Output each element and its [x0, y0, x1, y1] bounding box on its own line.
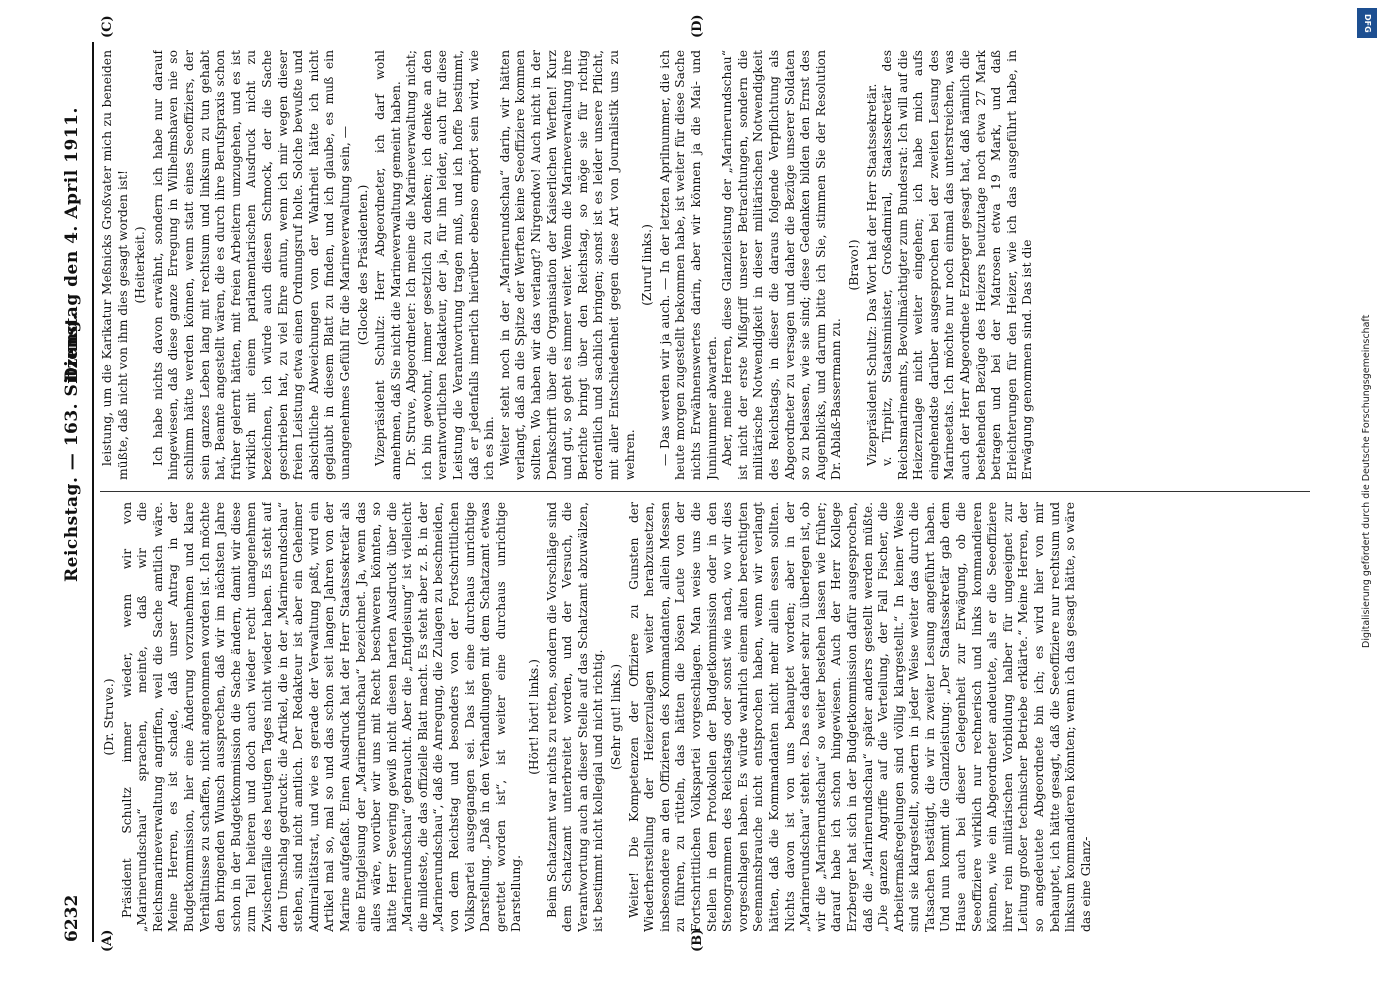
interjection: (Zuruf links.) — [640, 224, 655, 306]
paragraph: Vizepräsident Schultz: Herr Abgeordneter, ich darf wohl annehmen, daß Sie nicht die Marineverwaltung gemeint haben. — [373, 50, 403, 480]
dfg-logo: DFG — [1357, 8, 1377, 38]
interjection: (Glocke des Präsidenten.) — [355, 184, 370, 346]
digitization-notice: Digitalisierung gefördert durch die Deutsche Forschungsgemeinschaft — [1361, 314, 1372, 648]
paragraph: Beim Schatzamt war nichts zu retten, sondern die Vorschläge sind dem Schatzamt unterbreitet worden, und der Versuch, die Verantwortung auch an dieser Stelle auf das Schatzamt abzuwälzen, ist bestimmt nicht kollegial und nicht richtig. — [544, 502, 606, 932]
text-column-left — [100, 502, 1310, 932]
header-left-title: Reichstag. — 163. Sitzung. — [62, 313, 82, 582]
paragraph: Ich habe nichts davon erwähnt, sondern ich habe nur darauf hingewiesen, daß diese ganze Erregung in Wilhelmshaven nie so schlimm hätte werden können, wenn statt eines Seeoffiziers, der sein ganzes Leben lang mit rechtsum und linksum zu tun gehabt hat, Beamte angestellt wären, die es durch ihre Berufspraxis schon früher gelernt hätten, mit freien Arbeitern umzugehen, und es ist wirklich mit einem parlamentarischen Ausdruck nicht zu bezeichnen, ich würde auch diesen Schmock, der die Sache geschrieben hat, zu viel Ehre antun, wenn ich mir wegen dieser freien Leistung etwa einen Ordnungsruf holte. Solche bewußte und absichtliche Abweichungen von der Wahrheit hätte ich nicht geglaubt in diesem Blatt zu finden, und ich glaube, es muß ein unangenehmes Gefühl für die Marineverwaltung sein, — — [150, 50, 352, 480]
page-number: 6232 — [62, 894, 82, 942]
paragraph: leistung, um die Karikatur Meßnicks Großvater mich zu beneiden müßte, daß nicht von ihm dies gesagt worden ist! — [100, 50, 130, 480]
header-rule — [92, 42, 94, 942]
text-column-right — [100, 50, 1310, 480]
column-divider — [100, 491, 1310, 492]
margin-mark-c: (C) — [100, 15, 115, 38]
paragraph: Dr. Struve, Abgeordneter: Ich meine die Marineverwaltung nicht; ich bin gewohnt, immer gesetzlich zu denken; ich denke an den verantwortlichen Redakteur, der ja, für ihn leider, auch für diese Leistung die Verantwortung tragen muß, und ich hoffe bestimmt, daß er jedenfalls innerlich hierüber ebenso empört sein wird, wie ich es bin. — [404, 50, 497, 480]
interjection: (Bravo!) — [846, 239, 861, 291]
paragraph: Aber, meine Herren, diese Glanzleistung der „Marinerundschau“ ist nicht der erste Mißgriff unserer Betrachtungen, sondern die militärische Notwendigkeit in dieser militärischen Notwendigkeit des Reichstags, in dieser die daraus folgende Verpflichtung als Abgeordneter zu versagen und daher die Bezüge unserer Soldaten so zu belassen, wie sie sind; diese Gedanken bilden den Ernst des Augenblicks, und darum bitte ich Sie, stimmen Sie der Resolution Dr. Ablaß-Bassermann zu. — [720, 50, 844, 480]
paragraph: Präsident Schultz immer wieder, wenn wir von „Marinerundschau“ sprachen, meinte, daß wir die Reichsmarineverwaltung angriffen, weil die Sache amtlich wäre. Meine Herren, es ist schade, daß unser Antrag in der Budgetkommission, hier eine Änderung vorzunehmen und klare Verhältnisse zu schaffen, nicht angenommen worden ist. Ich möchte den bringenden Wunsch aussprechen, daß wir im nächsten Jahre schon in der Budgetkommission die Sache ändern, damit wir diese zum Teil heiteren und doch auch wieder recht unangenehmen Zwischenfälle des heutigen Tages nicht wieder haben. Es steht auf dem Umschlag gedruckt: die Artikel, die in der „Marinerundschau“ stehen, sind nicht amtlich. Der Redakteur ist aber ein Geheimer Admiralitätsrat, und wie es gerade der Verwaltung paßt, wird ein Artikel mal so, mal so und das schon seit langen Jahren von der Marine aufgefaßt. Einen Ausdruck hat der Herr Staatssekretär als eine Entgleisung der „Marinerundschau“ bezeichnet. Ja, wenn das alles wäre, worüber wir uns mit Recht beschweren könnten, so hätte Herr Severing gewiß nicht diesen harten Ausdruck über die „Marinerundschau“ gebraucht. Aber die „Entgleisung“ ist vielleicht die mildeste, die das offizielle Blatt macht. Es steht aber z. B. in der „Marinerundschau“, daß die Anregung, die Zulagen zu beschneiden, von dem Reichstag und besonders von der Fortschrittlichen Volkspartei ausgegangen sei. Das ist eine durchaus unrichtige Darstellung. „Daß in den Verhandlungen mit dem Schatzamt etwas gerettet worden ist“, ist weiter eine durchaus unrichtige Darstellung. — [119, 502, 524, 932]
paragraph: Weiter! Die Kompetenzen der Offiziere zu Gunsten der Wiederherstellung der Heizerzulagen weiter herabzusetzen, insbesondere an den Offizieren des Kommandanten, allein Messen zu führen, zu rütteln, das hätten die bösen Leute von der Fortschrittlichen Volkspartei vorgeschlagen. Man weise uns die Stellen in dem Protokollen der Budgetkommission oder in den Stenogrammen des Reichstags oder sonst wie nach, wo wir dies vorgeschlagen haben. Es würde wahrlich einem alten berechtigten Seemannsbrauche nicht entsprochen haben, wenn wir verlangt hätten, daß die Kommandanten nicht mehr allein essen sollten. Nichts davon ist von uns behauptet worden; aber in der „Marinerundschau“ steht es. Das es daher sehr zu überlegen ist, ob wir die „Marinerundschau“ so weiter bestehen lassen wie früher; darauf habe ich schon hingewiesen. Auch der Herr Kollege Erzberger hat sich in der Budgetkommission dafür ausgesprochen, daß die „Marinerundschau“ später anders gestellt werden müßte. „Die ganzen Angriffe auf die Verteilung, der Fall Fischer, die Arbeitermaßregelungen sind völlig klargestellt.“ In keiner Weise sind sie klargestellt, sondern in jeder Weise weiter das durch die Tatsachen bestätigt, die wir in zweiter Lesung angeführt haben. Und nun kommt die Glanzleistung: „Der Staatssekretär gab dem Hause auch bei dieser Gelegenheit zur Erwägung, ob die Seeoffiziere wirklich nur rechnerisch und links kommandieren können, wie ein Abgeordneter andeutete, als er die Seeoffiziere ihrer rein militärischen Vorbildung halber für ungeeignet zur Leitung großer technischer Betriebe erklärte.“ Meine Herren, der so angedeutete Abgeordnete bin ich; es wird hier von mir behauptet, ich hätte gesagt, daß die Seeoffiziere nur rechtsum und linksum kommandieren könnten; wenn ich das gesagt hätte, so wäre das eine Glanz- — [626, 502, 1093, 932]
paragraph: — Das werden wir ja auch. — In der letzten Aprilnummer, die ich heute morgen zugestellt bekommen habe, ist weiter für diese Sache nichts Erwähnenswertes darin, aber wir können ja die Mai- und Juninummer abwarten. — [657, 50, 719, 480]
paragraph: Vizepräsident Schultz: Das Wort hat der Herr Staatssekretär. — [864, 83, 879, 466]
paragraph: v. Tirpitz, Staatsminister, Großadmiral, Staatssekretär des Reichsmarineamts, Bevollmächtigter zum Bundesrat: Ich will auf die Heizerzulage nicht weiter eingehen; ich habe mich aufs eingehendste darüber ausgesprochen bei der zweiten Lesung des Marineetats. Ich möchte nur noch einmal das unterstreichen, was auch der Herr Abgeordnete Erzberger gesagt hat, daß nämlich die bestehenden Bezüge des Heizers heutzutage noch etwa 27 Mark betragen und bei der Matrosen etwa 19 Mark, und daß Erleichterungen für den Heizer, wie ich das ausgeführt habe, in Erwägung genommen sind. Das ist die — [880, 50, 1035, 480]
interjection: (Dr. Struve.) — [102, 678, 116, 756]
interjection: (Heiterkeit.) — [133, 226, 148, 304]
header-right-title: Dienstag den 4. April 1911. — [62, 107, 82, 382]
margin-mark-d: (D) — [690, 14, 705, 38]
page-header — [62, 42, 90, 942]
paragraph: Weiter steht noch in der „Marinerundschau“ darin, wir hätten verlangt, daß an die Spitze der Werften keine Seeoffiziere kommen sollten. Wo haben wir das verlangt? Nirgendwo! Auch nicht in der Denkschrift über die Organisation der Kaiserlichen Werften! Kurz und gut, so geht es immer weiter. Wenn die Marineverwaltung ihre Berichte bringt über den Reichstag, so möge sie für richtig ordentlich und sachlich bringen; sonst ist es leider unsere Pflicht, mit aller Entschiedenheit gegen diese Art von Journalistik uns zu wehren. — [497, 50, 637, 480]
interjection: (Hört! hört! links.) — [527, 659, 542, 775]
digitization-stamp — [1356, 8, 1378, 648]
margin-mark-b: (B) — [690, 928, 705, 952]
interjection: (Sehr gut! links.) — [609, 663, 623, 771]
margin-mark-a: (A) — [100, 929, 115, 952]
